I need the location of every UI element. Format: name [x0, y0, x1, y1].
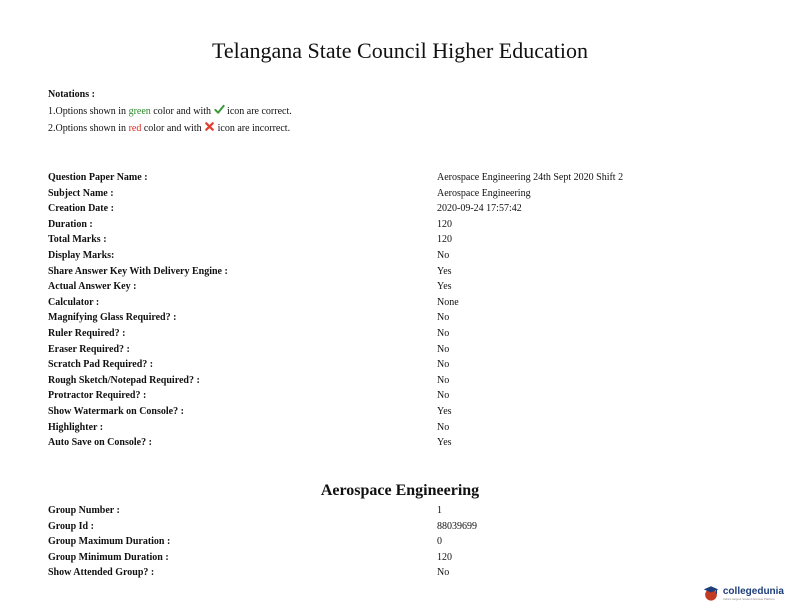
field-value: No — [437, 359, 450, 371]
field-value: Yes — [437, 405, 452, 417]
field-value: 88039699 — [437, 520, 477, 532]
field-label: Calculator : — [48, 296, 100, 308]
field-value: Yes — [437, 437, 452, 449]
field-label: Group Id : — [48, 520, 94, 532]
field-label: Total Marks : — [48, 234, 107, 246]
field-label: Subject Name : — [48, 187, 114, 199]
notation-incorrect-line — [48, 120, 292, 137]
field-label: Share Answer Key With Delivery Engine : — [48, 265, 228, 277]
document-title: Telangana State Council Higher Education — [211, 38, 588, 63]
field-value: No — [437, 567, 450, 579]
field-value: Yes — [437, 281, 452, 293]
field-value: 120 — [437, 234, 452, 246]
field-label: Group Minimum Duration : — [48, 551, 169, 563]
field-value: No — [437, 327, 450, 339]
field-label: Ruler Required? : — [48, 327, 126, 339]
notation-text: icon are correct. — [224, 106, 292, 117]
field-label: Group Number : — [48, 505, 120, 516]
field-label: Magnifying Glass Required? : — [48, 312, 177, 324]
field-value: No — [437, 390, 450, 402]
field-label: Display Marks: — [48, 249, 115, 261]
brand-tagline: India's largest Student Review Platform — [722, 596, 776, 601]
field-value: 120 — [437, 551, 452, 563]
field-value: None — [437, 296, 459, 308]
notation-correct-line — [48, 103, 292, 120]
field-value: 120 — [437, 218, 452, 230]
brand-name: collegedunia — [722, 585, 784, 597]
field-value: No — [437, 421, 450, 433]
notations-block — [48, 86, 292, 137]
field-label: Duration : — [48, 218, 93, 230]
field-value: 2020-09-24 17:57:42 — [437, 203, 522, 215]
section-title: Aerospace Engineering — [320, 482, 480, 499]
field-value: No — [437, 249, 450, 261]
field-value: Aerospace Engineering 24th Sept 2020 Shift 2 — [437, 172, 624, 183]
field-label: Group Maximum Duration : — [48, 536, 171, 548]
notation-text: 1.Options shown in — [48, 106, 129, 117]
graduate-logo-icon — [702, 584, 720, 602]
green-word: green — [128, 106, 151, 117]
red-cross-icon — [204, 121, 215, 132]
field-value: No — [437, 312, 450, 324]
field-value: 0 — [437, 536, 442, 548]
field-value: No — [437, 343, 450, 355]
field-label: Scratch Pad Required? : — [48, 359, 154, 371]
field-label: Auto Save on Console? : — [48, 437, 152, 449]
field-label: Show Attended Group? : — [48, 567, 155, 579]
field-value: Aerospace Engineering — [437, 187, 531, 199]
field-label: Highlighter : — [48, 421, 104, 433]
green-check-icon — [214, 104, 225, 115]
field-label: Actual Answer Key : — [48, 281, 137, 293]
field-label: Question Paper Name : — [48, 172, 148, 183]
red-word: red — [128, 123, 142, 134]
field-value: 1 — [437, 505, 442, 516]
field-label: Eraser Required? : — [48, 343, 130, 355]
field-value: Yes — [437, 265, 452, 277]
field-value: No — [437, 374, 450, 386]
brand-logo — [702, 584, 784, 602]
notation-text: 2.Options shown in — [48, 123, 129, 134]
notations-heading: Notations : — [48, 89, 95, 100]
notation-text: color and with — [150, 106, 214, 117]
field-label: Creation Date : — [48, 203, 114, 215]
field-label: Rough Sketch/Notepad Required? : — [48, 374, 200, 386]
notation-text: color and with — [141, 123, 205, 134]
field-label: Show Watermark on Console? : — [48, 405, 184, 417]
notation-text: icon are incorrect. — [215, 123, 291, 134]
field-label: Protractor Required? : — [48, 390, 147, 402]
